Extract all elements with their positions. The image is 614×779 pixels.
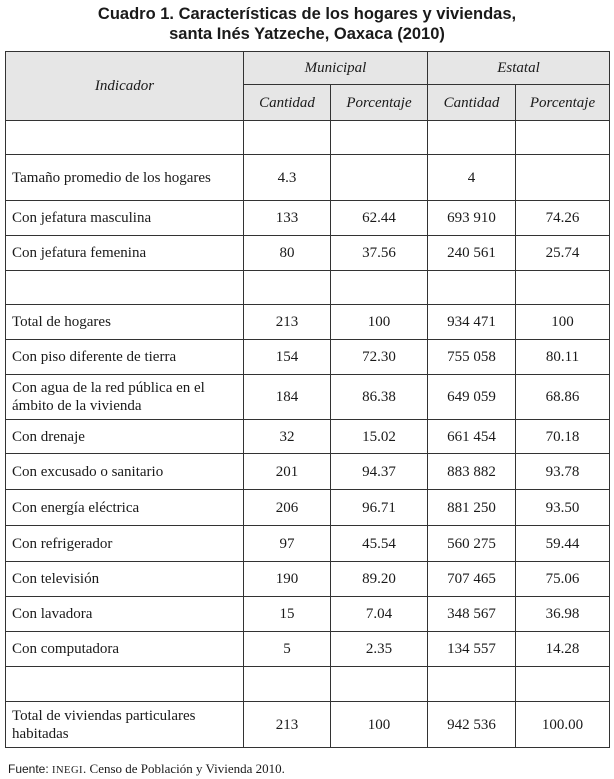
indicador-cell: Con jefatura femenina: [6, 236, 244, 271]
estatal-porcentaje-cell: 80.11: [516, 340, 610, 375]
municipal-cantidad-cell: 206: [244, 490, 331, 526]
title-line-1: Cuadro 1. Características de los hogares y viviendas,: [97, 5, 517, 23]
indicador-cell: Con energía eléctrica: [6, 490, 244, 526]
municipal-cantidad-cell: 213: [244, 305, 331, 340]
indicador-cell: [6, 121, 244, 155]
title-line-2: santa Inés Yatzeche, Oaxaca (2010): [169, 25, 445, 43]
estatal-porcentaje-cell: 93.50: [516, 490, 610, 526]
municipal-cantidad-cell: 154: [244, 340, 331, 375]
estatal-cantidad-cell: 942 536: [428, 702, 516, 748]
estatal-porcentaje-cell: 93.78: [516, 454, 610, 490]
municipal-cantidad-cell: 201: [244, 454, 331, 490]
table-row: [6, 236, 610, 271]
estatal-cantidad-cell: [428, 121, 516, 155]
estatal-cantidad-cell: 240 561: [428, 236, 516, 271]
table-row: [6, 632, 610, 667]
header-estatal: Estatal: [428, 52, 610, 85]
table-row: [6, 490, 610, 526]
table-row: [6, 340, 610, 375]
estatal-porcentaje-cell: 36.98: [516, 597, 610, 632]
table-row: [6, 155, 610, 201]
municipal-porcentaje-cell: 45.54: [331, 526, 428, 562]
estatal-porcentaje-cell: 70.18: [516, 420, 610, 454]
table-row: [6, 201, 610, 236]
municipal-cantidad-cell: 32: [244, 420, 331, 454]
municipal-cantidad-cell: 4.3: [244, 155, 331, 201]
municipal-porcentaje-cell: [331, 121, 428, 155]
indicador-cell: Con lavadora: [6, 597, 244, 632]
municipal-porcentaje-cell: 89.20: [331, 562, 428, 597]
estatal-porcentaje-cell: 14.28: [516, 632, 610, 667]
header-municipal-porcentaje: Porcentaje: [331, 85, 428, 121]
estatal-porcentaje-cell: [516, 667, 610, 702]
estatal-cantidad-cell: 560 275: [428, 526, 516, 562]
municipal-porcentaje-cell: 96.71: [331, 490, 428, 526]
estatal-porcentaje-cell: [516, 121, 610, 155]
municipal-porcentaje-cell: [331, 667, 428, 702]
municipal-porcentaje-cell: 15.02: [331, 420, 428, 454]
table-row: [6, 597, 610, 632]
municipal-cantidad-cell: 190: [244, 562, 331, 597]
indicador-cell: [6, 667, 244, 702]
municipal-porcentaje-cell: 94.37: [331, 454, 428, 490]
municipal-porcentaje-cell: 37.56: [331, 236, 428, 271]
table-row: [6, 305, 610, 340]
estatal-porcentaje-cell: [516, 271, 610, 305]
header-estatal-cantidad: Cantidad: [428, 85, 516, 121]
header-estatal-porcentaje: Porcentaje: [516, 85, 610, 121]
estatal-porcentaje-cell: 75.06: [516, 562, 610, 597]
indicador-cell: [6, 271, 244, 305]
municipal-cantidad-cell: [244, 667, 331, 702]
municipal-cantidad-cell: 213: [244, 702, 331, 748]
municipal-porcentaje-cell: 100: [331, 305, 428, 340]
estatal-porcentaje-cell: 59.44: [516, 526, 610, 562]
table-row: [6, 420, 610, 454]
indicador-cell: Total de viviendas particulares habitadas: [6, 702, 244, 748]
source-label: Fuente:: [8, 762, 49, 776]
source-note: [8, 761, 285, 779]
indicador-cell: Con excusado o sanitario: [6, 454, 244, 490]
source-org: INEGI: [51, 765, 84, 776]
estatal-cantidad-cell: 693 910: [428, 201, 516, 236]
indicador-cell: Con televisión: [6, 562, 244, 597]
municipal-porcentaje-cell: [331, 155, 428, 201]
indicador-cell: Con agua de la red pública en el ámbito de la vivienda: [6, 375, 244, 420]
indicador-cell: Con computadora: [6, 632, 244, 667]
estatal-cantidad-cell: 883 882: [428, 454, 516, 490]
indicador-cell: Total de hogares: [6, 305, 244, 340]
table-row: [6, 702, 610, 748]
municipal-porcentaje-cell: [331, 271, 428, 305]
source-text: . Censo de Población y Vivienda 2010.: [83, 761, 285, 776]
municipal-cantidad-cell: 97: [244, 526, 331, 562]
estatal-porcentaje-cell: [516, 155, 610, 201]
estatal-cantidad-cell: 881 250: [428, 490, 516, 526]
municipal-cantidad-cell: [244, 121, 331, 155]
table-row: [6, 121, 610, 155]
municipal-cantidad-cell: 15: [244, 597, 331, 632]
header-indicador: Indicador: [6, 52, 244, 121]
households-table: [5, 51, 610, 748]
estatal-cantidad-cell: [428, 667, 516, 702]
estatal-porcentaje-cell: 74.26: [516, 201, 610, 236]
indicador-cell: Tamaño promedio de los hogares: [6, 155, 244, 201]
estatal-cantidad-cell: 134 557: [428, 632, 516, 667]
header-municipal: Municipal: [244, 52, 428, 85]
estatal-porcentaje-cell: 100.00: [516, 702, 610, 748]
municipal-porcentaje-cell: 2.35: [331, 632, 428, 667]
estatal-cantidad-cell: 4: [428, 155, 516, 201]
municipal-porcentaje-cell: 62.44: [331, 201, 428, 236]
table-body: [6, 121, 610, 748]
municipal-cantidad-cell: 133: [244, 201, 331, 236]
municipal-cantidad-cell: 80: [244, 236, 331, 271]
municipal-cantidad-cell: 184: [244, 375, 331, 420]
municipal-porcentaje-cell: 72.30: [331, 340, 428, 375]
table-row: [6, 526, 610, 562]
indicador-cell: Con drenaje: [6, 420, 244, 454]
municipal-cantidad-cell: 5: [244, 632, 331, 667]
estatal-cantidad-cell: 707 465: [428, 562, 516, 597]
table-row: [6, 375, 610, 420]
estatal-cantidad-cell: 649 059: [428, 375, 516, 420]
municipal-porcentaje-cell: 7.04: [331, 597, 428, 632]
estatal-porcentaje-cell: 68.86: [516, 375, 610, 420]
table-row: [6, 667, 610, 702]
municipal-porcentaje-cell: 86.38: [331, 375, 428, 420]
table-title: [0, 4, 614, 44]
indicador-cell: Con piso diferente de tierra: [6, 340, 244, 375]
table-row: [6, 271, 610, 305]
estatal-porcentaje-cell: 100: [516, 305, 610, 340]
municipal-porcentaje-cell: 100: [331, 702, 428, 748]
indicador-cell: Con jefatura masculina: [6, 201, 244, 236]
table-row: [6, 454, 610, 490]
table-row: [6, 562, 610, 597]
estatal-cantidad-cell: [428, 271, 516, 305]
estatal-cantidad-cell: 348 567: [428, 597, 516, 632]
estatal-cantidad-cell: 934 471: [428, 305, 516, 340]
estatal-porcentaje-cell: 25.74: [516, 236, 610, 271]
table-header: [6, 52, 610, 121]
estatal-cantidad-cell: 755 058: [428, 340, 516, 375]
header-municipal-cantidad: Cantidad: [244, 85, 331, 121]
indicador-cell: Con refrigerador: [6, 526, 244, 562]
estatal-cantidad-cell: 661 454: [428, 420, 516, 454]
municipal-cantidad-cell: [244, 271, 331, 305]
